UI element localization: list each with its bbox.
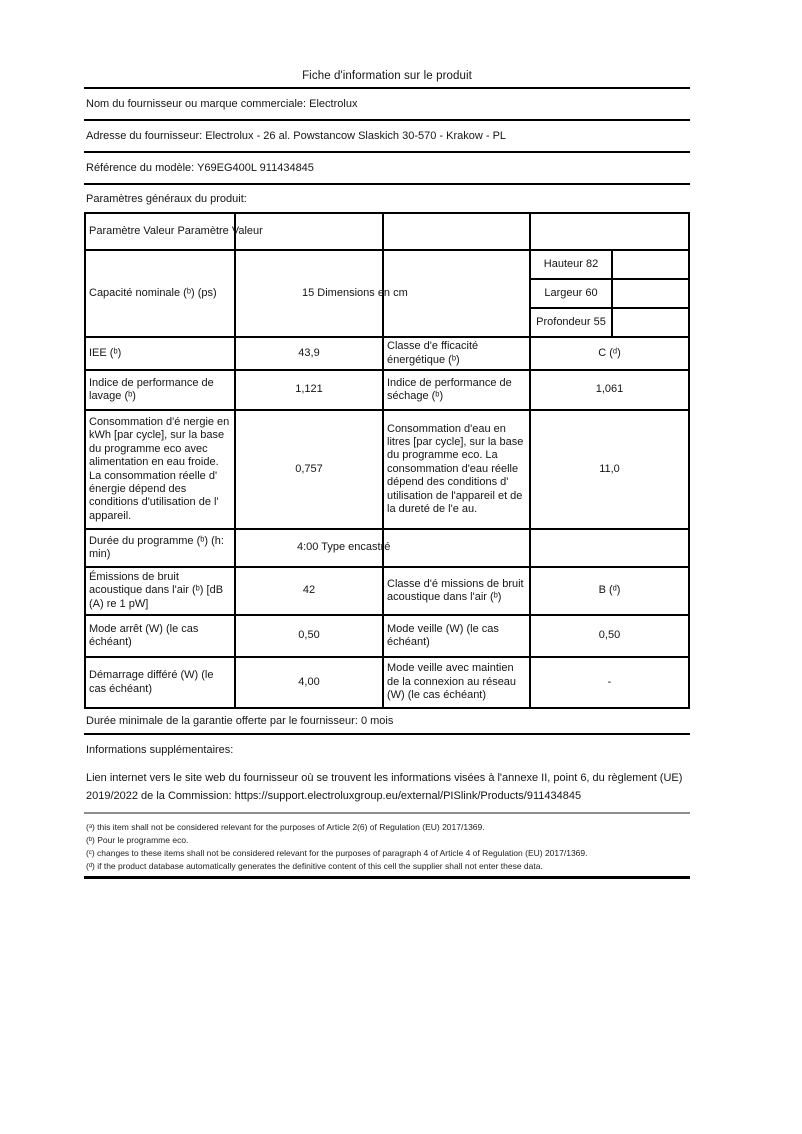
table-row-noise (86, 568, 690, 616)
table-header-row (86, 214, 690, 251)
empty-cell (236, 214, 384, 251)
capacity-label-cell: Capacité nominale (ᵇ) (ps) (86, 251, 236, 338)
dimension-row-width (531, 280, 690, 309)
empty-cell (531, 214, 690, 251)
table-row-duration (86, 530, 690, 568)
document-title: Fiche d'information sur le produit (302, 70, 472, 82)
param-label-cell: Émissions de bruit acoustique dans l'air (ᵇ) [dB (A) re 1 pW] (86, 568, 236, 616)
param-value-cell: C (ᵈ) (531, 338, 690, 371)
param-label-cell: Indice de performance de lavage (ᵇ) (86, 371, 236, 411)
param-value-cell (531, 530, 690, 568)
empty-cell (384, 251, 531, 338)
warranty-line: Durée minimale de la garantie offerte par le fournisseur: 0 mois (86, 715, 394, 727)
dimension-depth-cell: Profondeur 55 (531, 309, 613, 338)
additional-info-heading: Informations supplémentaires: (86, 744, 234, 756)
table-row-off-mode (86, 616, 690, 658)
divider (84, 733, 690, 735)
param-label-cell: Classe d'e fficacité énergétique (ᵇ) (384, 338, 531, 371)
table-row-delayed-start (86, 658, 690, 709)
footnote-d: (ᵈ) if the product database automatically generates the definitive content of this cell the supplier shall not enter these data. (86, 861, 543, 871)
param-label-cell: Durée du programme (ᵇ) (h: min) (86, 530, 236, 568)
empty-cell (613, 309, 690, 338)
capacity-dimensions-row (86, 251, 690, 338)
param-value-cell: 1,121 (236, 371, 384, 411)
param-label-cell: Consommation d'eau en litres [par cycle], sur la base du programme eco. La consommation d'eau réelle dépend des conditions d' utilisation de l'appareil et de la dureté de l'e au. (384, 411, 531, 530)
dimension-height-cell: Hauteur 82 (531, 251, 613, 280)
param-label-cell: Démarrage différé (W) (le cas échéant) (86, 658, 236, 709)
param-label-cell: Mode arrêt (W) (le cas échéant) (86, 616, 236, 658)
param-value-cell: 4,00 (236, 658, 384, 709)
capacity-value-cell: 15 Dimensions en cm (236, 251, 384, 338)
table-row-consumption (86, 411, 690, 530)
document-content (84, 70, 690, 885)
table-row-iee (86, 338, 690, 371)
param-value-cell: B (ᵈ) (531, 568, 690, 616)
param-value-cell: 43,9 (236, 338, 384, 371)
supplier-link-paragraph: Lien internet vers le site web du fournisseur où se trouvent les informations visées à l'annexe II, point 6, du règlement (UE) 2019/2022 de la Commission: https://support.electroluxgroup.eu/external/PISlink/Products/911434845 (86, 772, 683, 802)
footnote-c: (ᶜ) changes to these items shall not be considered relevant for the purposes of paragraph 4 of Article 4 of Regulation (EU) 2017/1369. (86, 848, 588, 858)
param-label-cell: IEE (ᵇ) (86, 338, 236, 371)
param-value-cell: 42 (236, 568, 384, 616)
empty-cell (613, 280, 690, 309)
param-label-cell: Consommation d'é nergie en kWh [par cycle], sur la base du programme eco avec alimentation en eau froide. La consommation réelle d' énergie dépend des conditions d'utilisation de l' appareil. (86, 411, 236, 530)
empty-cell (613, 251, 690, 280)
param-label-cell: Indice de performance de séchage (ᵇ) (384, 371, 531, 411)
supplier-name-line: Nom du fournisseur ou marque commerciale: Electrolux (86, 98, 358, 110)
footnote-divider (84, 812, 690, 814)
footnote-b: (ᵇ) Pour le programme eco. (86, 835, 189, 845)
general-parameters-heading: Paramètres généraux du produit: (86, 192, 247, 205)
param-label-cell: Classe d'é missions de bruit acoustique dans l'air (ᵇ) (384, 568, 531, 616)
param-value-cell: 0,50 (236, 616, 384, 658)
dimension-width-cell: Largeur 60 (531, 280, 613, 309)
empty-cell (384, 214, 531, 251)
param-value-cell: 11,0 (531, 411, 690, 530)
param-label-cell (384, 530, 531, 568)
param-value-cell: 0,50 (531, 616, 690, 658)
table-header-cell: Paramètre Valeur Paramètre Valeur (86, 214, 236, 251)
model-reference-line: Référence du modèle: Y69EG400L 911434845 (86, 162, 314, 174)
product-parameters-table (84, 212, 690, 709)
footnotes-block (84, 821, 690, 873)
dimension-row-depth (531, 309, 690, 338)
footnote-a: (ᵃ) this item shall not be considered relevant for the purposes of Article 2(6) of Regulation (EU) 2017/1369. (86, 822, 485, 832)
table-row-performance (86, 371, 690, 411)
param-label-cell: Mode veille avec maintien de la connexion au réseau (W) (le cas échéant) (384, 658, 531, 709)
supplier-address-line: Adresse du fournisseur: Electrolux - 26 al. Powstancow Slaskich 30-570 - Krakow - PL (86, 130, 507, 142)
param-value-cell: - (531, 658, 690, 709)
param-value-cell: 0,757 (236, 411, 384, 530)
dimensions-subtable (531, 251, 690, 338)
dimension-row-height (531, 251, 690, 280)
bottom-border-line (84, 876, 690, 879)
param-label-cell: Mode veille (W) (le cas échéant) (384, 616, 531, 658)
param-value-cell: 4:00 Type encastré (236, 530, 384, 568)
param-value-cell: 1,061 (531, 371, 690, 411)
